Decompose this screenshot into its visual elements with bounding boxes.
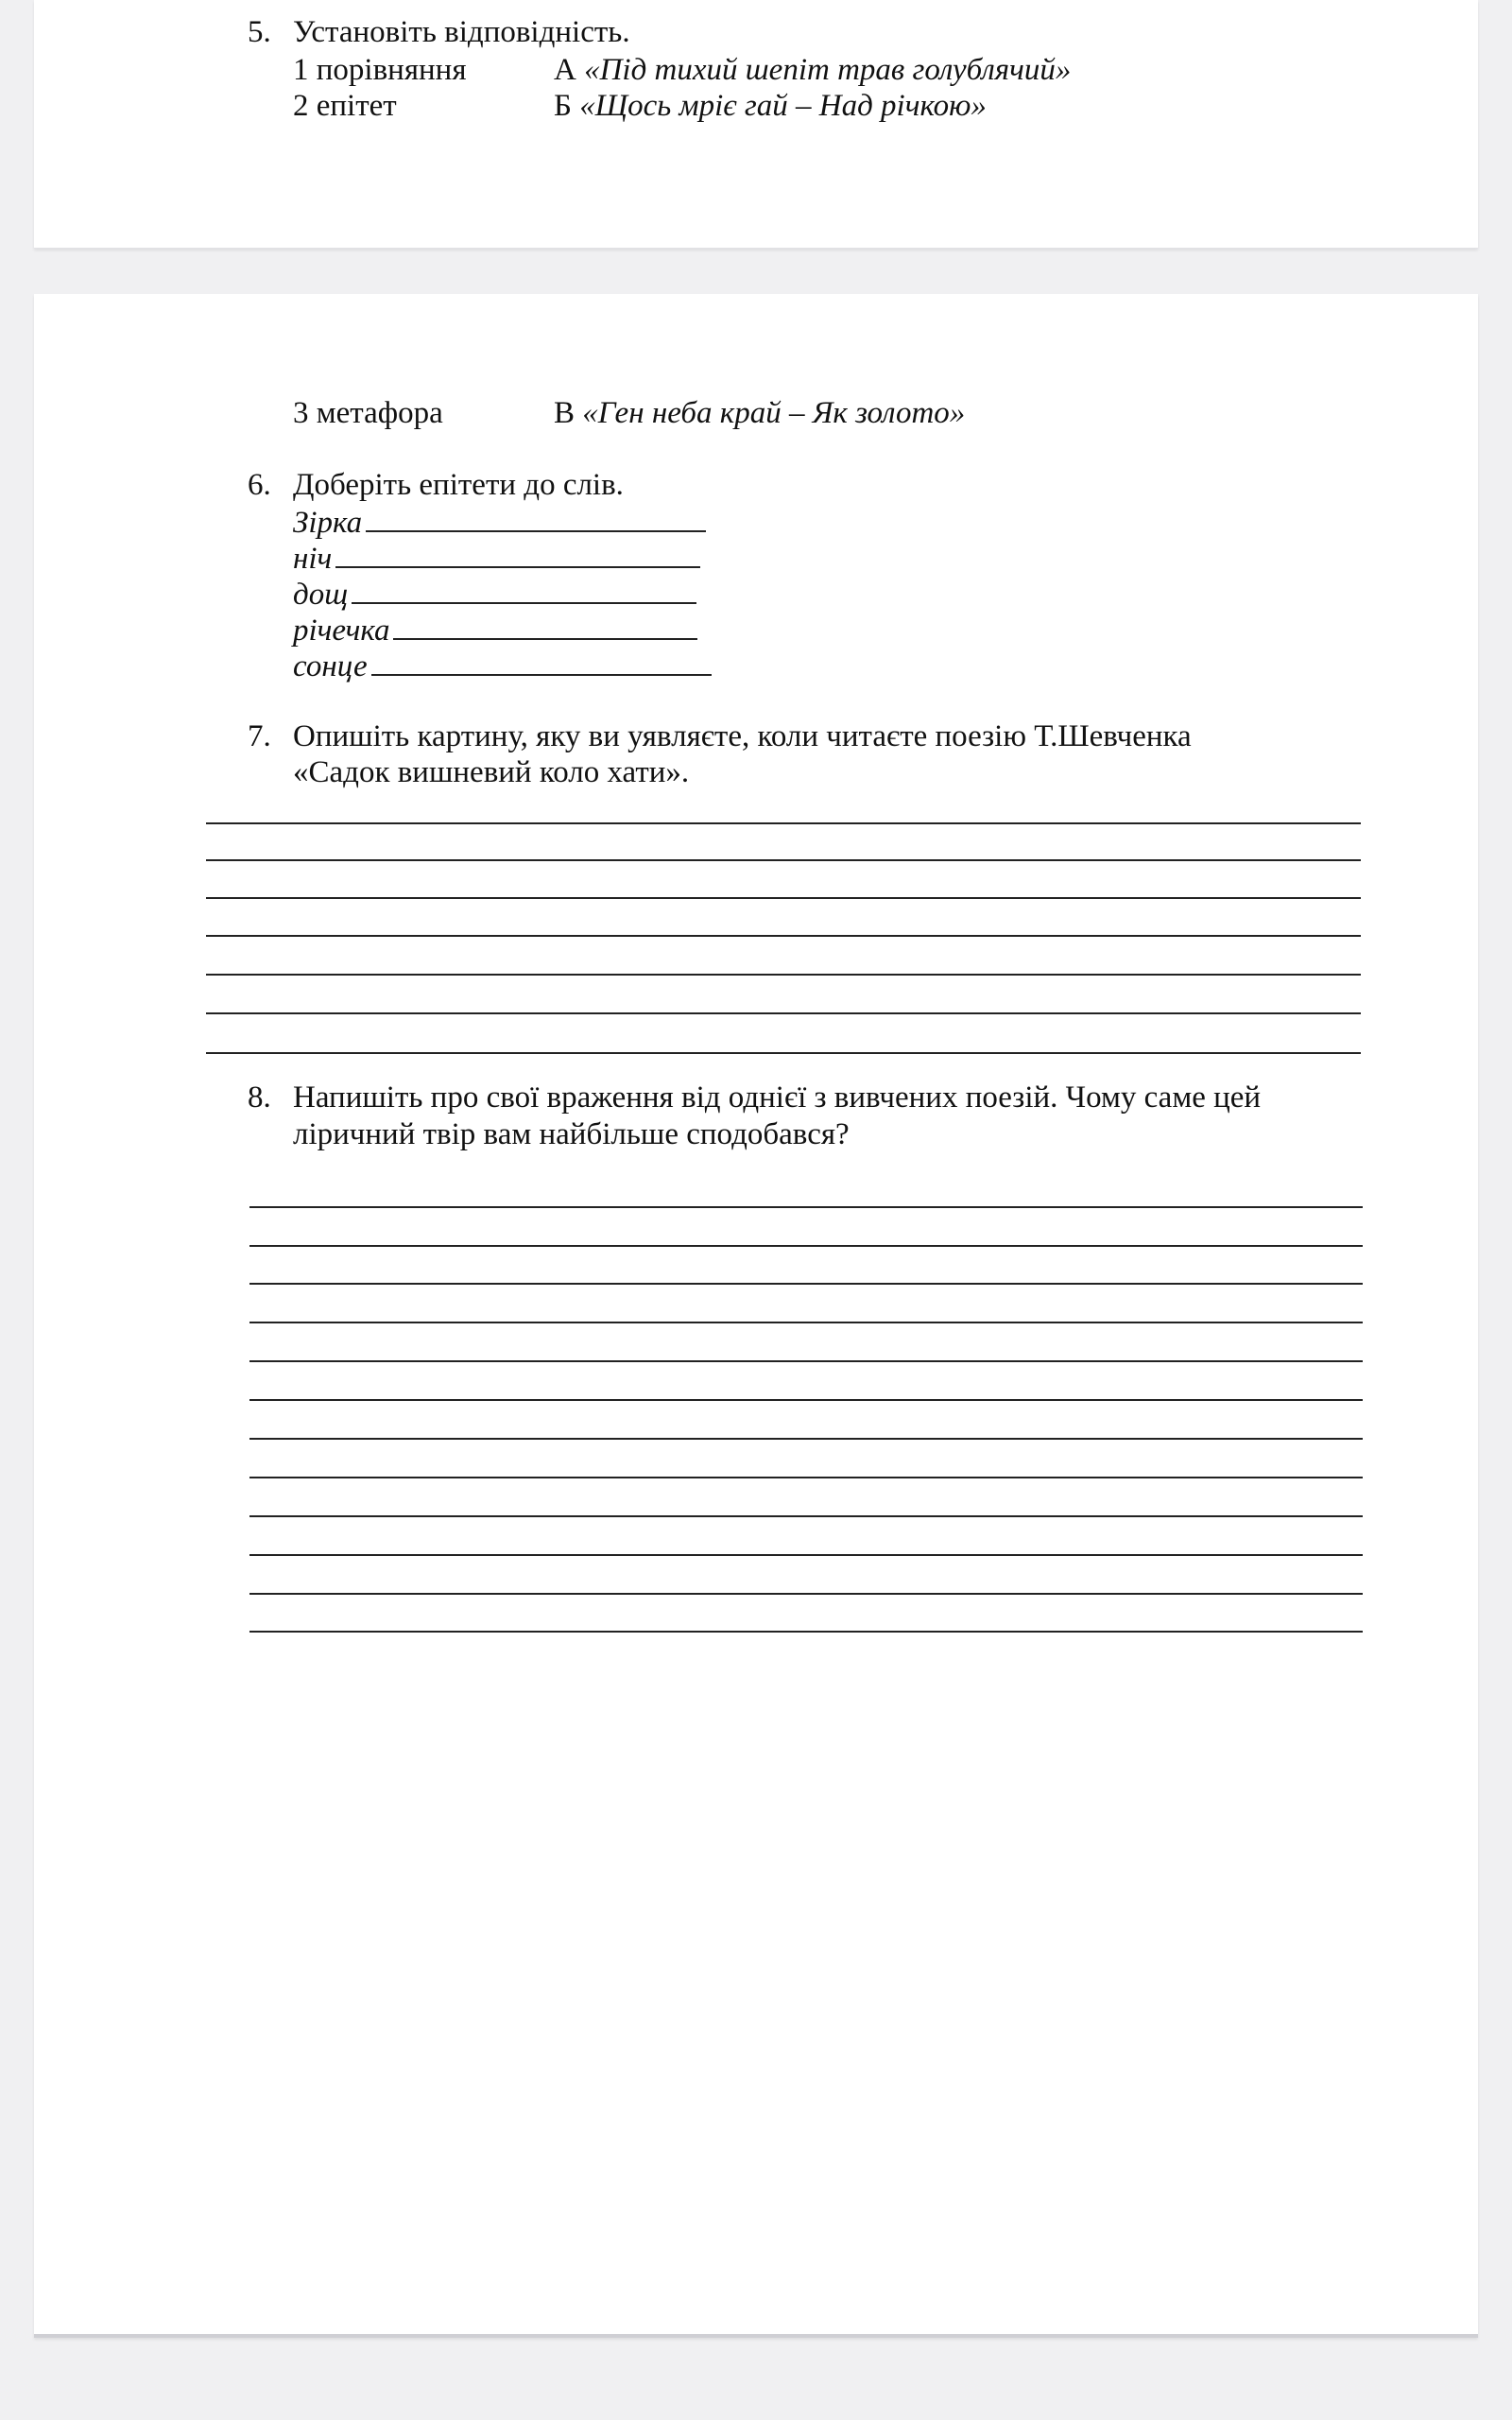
epithet-word: сонце	[293, 649, 368, 683]
answer-line[interactable]	[206, 859, 1361, 861]
epithet-row	[293, 610, 697, 649]
answer-line[interactable]	[206, 974, 1361, 976]
question-6-number: 6.	[248, 468, 271, 502]
epithet-row	[293, 646, 712, 685]
question-7-number: 7.	[248, 719, 271, 753]
answer-line[interactable]	[249, 1438, 1363, 1440]
answer-line[interactable]	[206, 1052, 1361, 1054]
match-quote-a: «Під тихий шепіт трав голублячий»	[584, 53, 1072, 87]
answer-line[interactable]	[206, 822, 1361, 824]
page-1	[34, 0, 1478, 249]
match-right-b	[554, 87, 987, 125]
match-letter-c: В	[554, 396, 576, 430]
answer-line[interactable]	[249, 1283, 1363, 1285]
question-5-prompt: Установіть відповідність.	[293, 15, 630, 49]
match-right-a	[554, 51, 1071, 89]
answer-line[interactable]	[249, 1360, 1363, 1362]
question-5-number: 5.	[248, 15, 271, 49]
question-8-prompt-line-2: ліричний твір вам найбільше сподобався?	[293, 1117, 850, 1151]
match-quote-c: «Ген неба край – Як золото»	[582, 396, 966, 430]
epithet-row	[293, 574, 696, 614]
match-letter-a: А	[554, 53, 576, 87]
answer-line[interactable]	[206, 1012, 1361, 1014]
answer-line[interactable]	[206, 935, 1361, 937]
epithet-row	[293, 538, 700, 578]
question-8-number: 8.	[248, 1080, 271, 1115]
answer-line[interactable]	[249, 1245, 1363, 1247]
epithet-blank[interactable]	[352, 574, 696, 604]
match-left-3: 3 метафора	[293, 396, 443, 430]
question-6-prompt: Доберіть епітети до слів.	[293, 468, 624, 502]
epithet-row	[293, 502, 706, 542]
answer-line[interactable]	[249, 1593, 1363, 1595]
answer-line[interactable]	[249, 1206, 1363, 1208]
epithet-blank[interactable]	[371, 646, 712, 676]
epithet-blank[interactable]	[335, 538, 700, 568]
answer-line[interactable]	[249, 1631, 1363, 1633]
epithet-word: річечка	[293, 614, 390, 648]
epithet-word: дощ	[293, 578, 349, 612]
epithet-blank[interactable]	[393, 610, 697, 640]
epithet-word: Зірка	[293, 506, 363, 540]
answer-line[interactable]	[249, 1399, 1363, 1401]
question-7-prompt-line-1: Опишіть картину, яку ви уявляєте, коли читаєте поезію Т.Шевченка	[293, 719, 1192, 753]
answer-line[interactable]	[249, 1515, 1363, 1517]
match-left-1: 1 порівняння	[293, 53, 467, 87]
match-letter-b: Б	[554, 89, 572, 123]
page-2	[34, 294, 1478, 2338]
epithet-word: ніч	[293, 542, 333, 576]
answer-line[interactable]	[249, 1554, 1363, 1556]
question-7-prompt-line-2: «Садок вишневий коло хати».	[293, 755, 690, 789]
answer-line[interactable]	[249, 1322, 1363, 1323]
match-quote-b: «Щось мріє гай – Над річкою»	[579, 89, 987, 123]
match-left-2: 2 епітет	[293, 89, 397, 123]
question-8-prompt-line-1: Напишіть про свої враження від однієї з вивчених поезій. Чому саме цей	[293, 1080, 1262, 1115]
answer-line[interactable]	[249, 1477, 1363, 1478]
match-right-c	[554, 394, 965, 432]
answer-line[interactable]	[206, 897, 1361, 899]
epithet-blank[interactable]	[366, 502, 706, 532]
